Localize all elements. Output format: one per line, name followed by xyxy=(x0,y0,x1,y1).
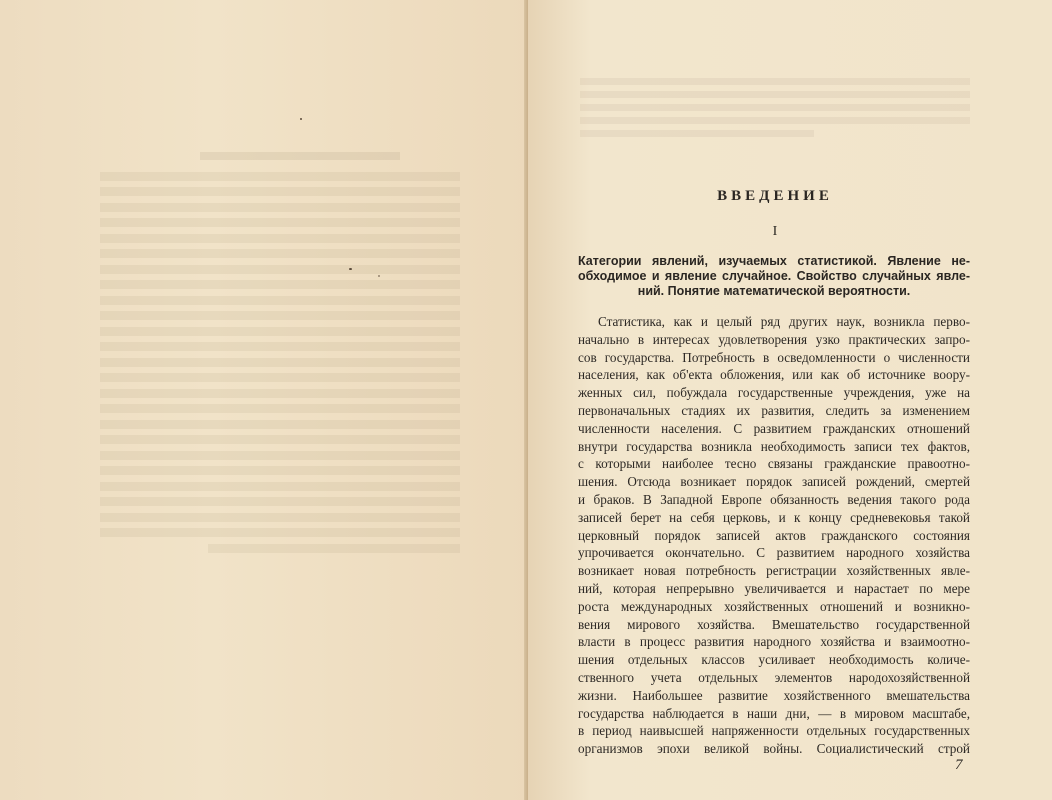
text-line: шения отдельных классов усиливает необходимость количе- xyxy=(578,652,970,668)
text-line: Статистика, как и целый ряд других наук, возникла перво- xyxy=(598,314,970,329)
subtitle-line: обходимое и явление случайное. Свойство случайных явле- xyxy=(578,269,970,283)
text-line: первоначальных стадиях их развития, следить за изменением xyxy=(578,402,970,418)
text-line: шения. Отсюда возникает порядок записей рождений, смертей xyxy=(578,474,970,490)
text-line: с которыми наиболее тесно связаны гражданские правоотно- xyxy=(578,456,970,472)
bleed-through-top xyxy=(580,72,970,143)
text-line: населения, как об'екта обложения, или как об источнике воору- xyxy=(578,367,970,383)
text-line: церковный порядок записей актов гражданского состояния xyxy=(578,527,970,543)
text-line: в период наивысшей напряженности отдельных государственных xyxy=(578,723,970,739)
section-subtitle xyxy=(578,254,970,299)
text-line: начально в интересах удовлетворения узко практических запро- xyxy=(578,331,970,347)
text-line: внутри государства возникла необходимость записи тех фактов, xyxy=(578,438,970,454)
bleed-through-title xyxy=(200,152,400,160)
text-line: власти в процесс развития народного хозяйства и взаимоотно- xyxy=(578,634,970,650)
text-line: ственного учета отдельных элементов народохозяйственной xyxy=(578,669,970,685)
text-line: сов государства. Потребность в осведомленности о численности xyxy=(578,349,970,365)
text-line: организмов эпохи великой войны. Социалистический строй xyxy=(578,741,970,757)
text-line: ний, которая непрерывно увеличивается и нарастает по мере xyxy=(578,580,970,596)
subtitle-line: Категории явлений, изучаемых статистикой. Явление не- xyxy=(578,254,970,268)
text-line: жизни. Наибольшее развитие хозяйственного вмешательства xyxy=(578,687,970,703)
text-line: женных сил, побуждала государственные учреждения, уже на xyxy=(578,385,970,401)
text-line: и браков. В Западной Европе обязанность ведения такого рода xyxy=(578,491,970,507)
bleed-through-text xyxy=(100,165,460,559)
text-line: вения мирового хозяйства. Вмешательство государственной xyxy=(578,616,970,632)
body-paragraph xyxy=(578,313,970,758)
text-line: государства наблюдается в наши дни, — в мировом масштабе, xyxy=(578,705,970,721)
paper-speck xyxy=(378,275,380,277)
paper-speck xyxy=(300,118,302,120)
section-number: I xyxy=(772,224,778,239)
text-line: роста международных хозяйственных отношений и возникно- xyxy=(578,598,970,614)
page-number: 7 xyxy=(955,757,963,773)
chapter-heading: ВВЕДЕНИЕ xyxy=(717,188,833,204)
text-line: упрочивается окончательно. С развитием народного хозяйства xyxy=(578,545,970,561)
text-line: возникает новая потребность регистрации хозяйственных явле- xyxy=(578,563,970,579)
text-line: записей берет на себя церковь, и к концу средневековья такой xyxy=(578,509,970,525)
subtitle-line: ний. Понятие математической вероятности. xyxy=(637,284,911,298)
paper-speck xyxy=(349,268,352,270)
text-line: численности населения. С развитием гражданских отношений xyxy=(578,420,970,436)
